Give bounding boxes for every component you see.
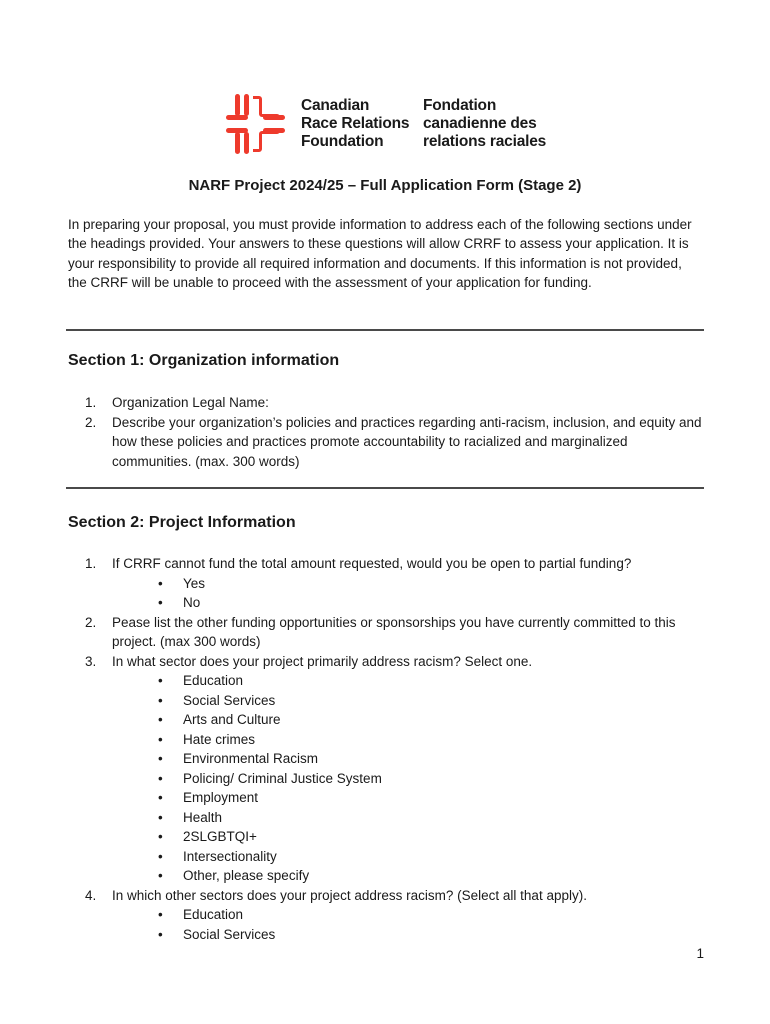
option-bullet xyxy=(68,925,704,945)
item-number: 3. xyxy=(85,653,97,669)
item-text: Pease list the other funding opportunities or sponsorships you have currently committed to this project. (max 300 words) xyxy=(112,614,676,649)
option-text: Yes xyxy=(183,575,206,591)
option-text: No xyxy=(183,595,201,610)
option-text: Social Services xyxy=(183,692,276,708)
section-1-heading: Section 1: Organization information xyxy=(68,352,340,369)
option-text: Policing/ Criminal Justice System xyxy=(183,770,382,786)
option-bullet xyxy=(68,671,704,691)
option-text: Intersectionality xyxy=(183,848,277,864)
section-1-list xyxy=(68,393,704,471)
item-text: Organization Legal Name: xyxy=(112,395,269,410)
option-text: Other, please specify xyxy=(183,868,310,883)
option-bullet xyxy=(68,574,704,594)
section-2-list xyxy=(68,554,704,944)
logo-line: Fondation xyxy=(423,97,497,114)
intro-paragraph: In preparing your proposal, you must provide information to address each of the following sections under the headings provided. Your answers to these questions will allow CRRF to assess your application. It is your responsibility to provide all required information and documents. If this information is not provided, the CRRF will be unable to proceed with the assessment of your application for funding. xyxy=(68,217,692,291)
logo-text-french xyxy=(423,97,546,151)
option-bullet xyxy=(68,710,704,730)
list-item xyxy=(68,652,704,672)
option-text: Social Services xyxy=(183,926,276,942)
logo-text-english xyxy=(301,97,409,151)
list-item xyxy=(68,886,704,906)
crrf-logo-mark-icon xyxy=(225,92,287,156)
logo-line: canadienne des xyxy=(423,115,537,132)
item-number: 4. xyxy=(85,887,97,903)
page-number: 1 xyxy=(696,946,704,961)
list-item xyxy=(68,413,704,472)
item-text: If CRRF cannot fund the total amount requested, would you be open to partial funding? xyxy=(112,556,632,571)
option-bullet xyxy=(68,749,704,769)
crrf-logo xyxy=(225,92,555,156)
option-text: Health xyxy=(183,809,223,825)
item-text: In which other sectors does your project address racism? (Select all that apply). xyxy=(112,887,587,903)
option-bullet xyxy=(68,788,704,808)
list-item xyxy=(68,393,704,413)
option-bullet xyxy=(68,847,704,867)
option-bullet xyxy=(68,691,704,711)
option-bullet xyxy=(68,593,704,613)
option-text: Environmental Racism xyxy=(183,751,319,766)
item-number: 1. xyxy=(85,395,97,410)
item-text: In what sector does your project primarily address racism? Select one. xyxy=(112,653,533,669)
logo-line: Race Relations xyxy=(301,115,410,132)
section-divider xyxy=(66,487,704,489)
option-bullet xyxy=(68,827,704,847)
section-2-heading: Section 2: Project Information xyxy=(68,514,296,531)
option-bullet xyxy=(68,769,704,789)
option-bullet xyxy=(68,905,704,925)
list-item xyxy=(68,554,704,574)
option-text: Employment xyxy=(183,790,259,805)
option-text: Education xyxy=(183,673,244,688)
item-number: 2. xyxy=(85,614,97,630)
option-text: Arts and Culture xyxy=(183,712,281,727)
list-item xyxy=(68,613,704,652)
document-title: NARF Project 2024/25 – Full Application Form (Stage 2) xyxy=(188,177,582,194)
option-bullet xyxy=(68,730,704,750)
option-text: Education xyxy=(183,907,244,922)
item-number: 1. xyxy=(85,556,97,571)
logo-line: Canadian xyxy=(301,97,370,114)
option-text: 2SLGBTQI+ xyxy=(183,829,257,844)
option-bullet xyxy=(68,866,704,886)
logo-line: relations raciales xyxy=(423,133,547,150)
item-text: Describe your organization’s policies and practices regarding anti-racism, inclusion, and equity and how these policies and practices promote accountability to racialized and marginalized communities. (max. 300 words) xyxy=(112,414,702,469)
section-divider xyxy=(66,329,704,331)
option-text: Hate crimes xyxy=(183,731,256,747)
logo-line: Foundation xyxy=(301,133,384,150)
option-bullet xyxy=(68,808,704,828)
item-number: 2. xyxy=(85,414,97,430)
